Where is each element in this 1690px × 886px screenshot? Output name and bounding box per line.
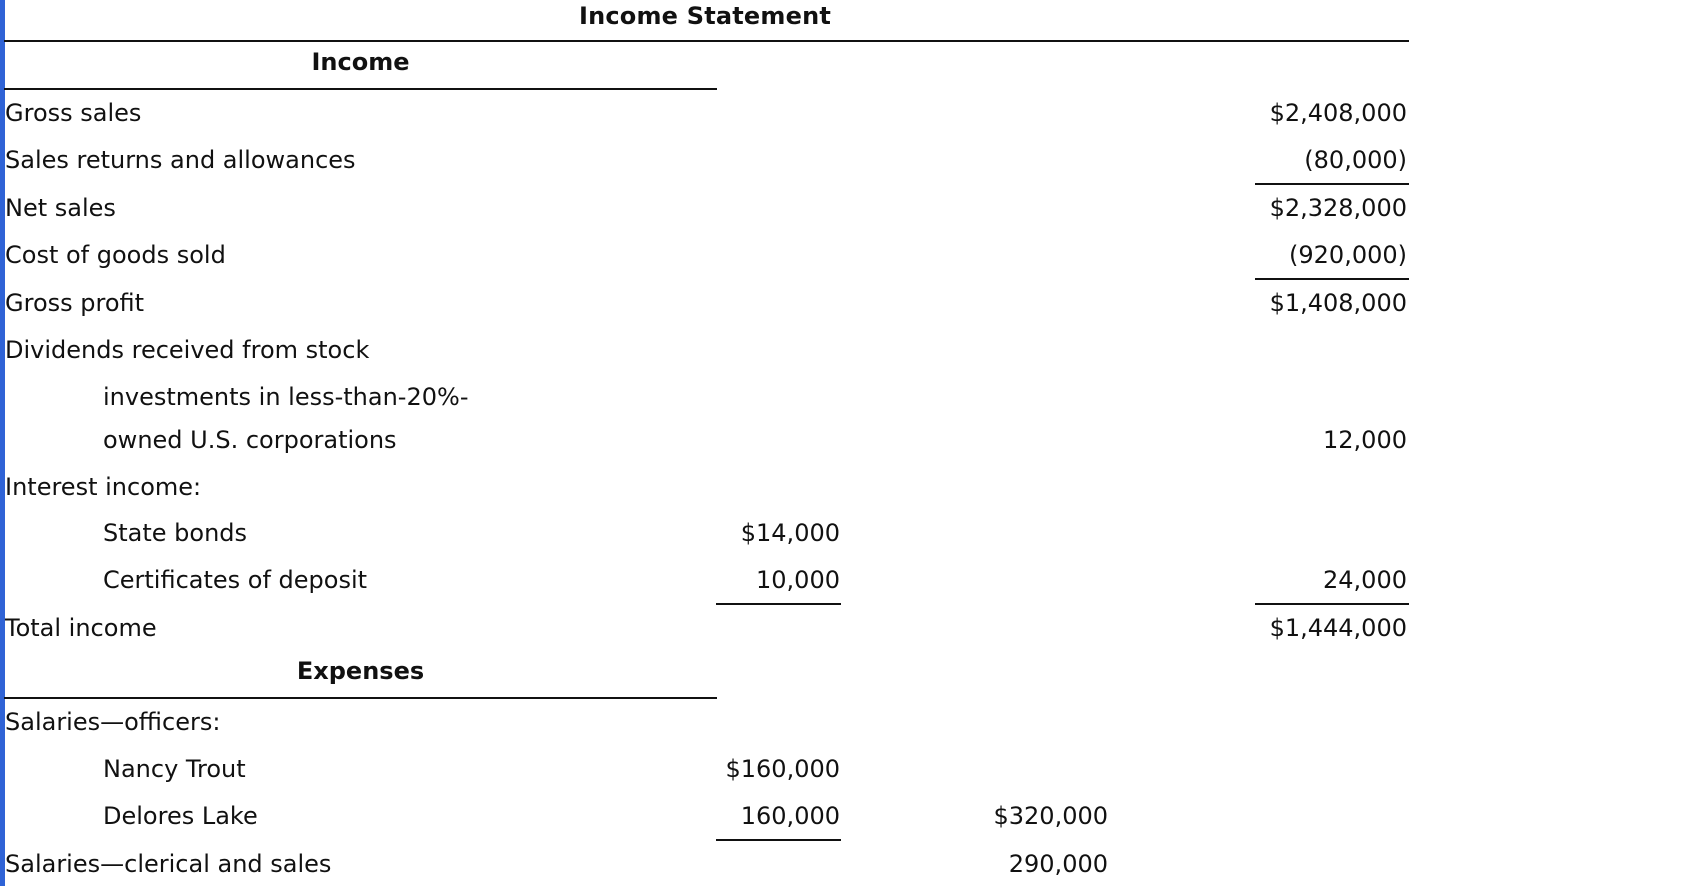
delores-lake-label: Delores Lake [103, 802, 258, 830]
dividends-label-line1: Dividends received from stock [5, 336, 370, 364]
gross-profit-amount: $1,408,000 [1269, 289, 1407, 317]
gross-sales-label: Gross sales [5, 99, 142, 127]
cogs-amount: (920,000) [1289, 241, 1407, 269]
delores-lake-amount: 160,000 [740, 802, 840, 830]
returns-amount: (80,000) [1304, 146, 1407, 174]
total-income-rule [1255, 603, 1409, 605]
interest-total-amount: 24,000 [1323, 566, 1407, 594]
salaries-clerical-amount: 290,000 [1008, 850, 1108, 878]
nancy-trout-amount: $160,000 [725, 755, 840, 783]
income-section-heading: Income [311, 48, 410, 76]
net-sales-amount: $2,328,000 [1269, 194, 1407, 222]
net-sales-rule [1255, 183, 1409, 185]
dividends-amount: 12,000 [1323, 426, 1407, 454]
statement-title: Income Statement [578, 2, 832, 30]
expenses-section-heading: Expenses [296, 657, 425, 685]
gross-sales-amount: $2,408,000 [1269, 99, 1407, 127]
state-bonds-label: State bonds [103, 519, 248, 547]
nancy-trout-label: Nancy Trout [103, 755, 246, 783]
officer-salaries-total: $320,000 [993, 802, 1108, 830]
net-sales-label: Net sales [5, 194, 116, 222]
cogs-label: Cost of goods sold [5, 241, 226, 269]
total-income-amount: $1,444,000 [1269, 614, 1407, 642]
returns-label: Sales returns and allowances [5, 146, 356, 174]
officer-salaries-rule [716, 839, 841, 841]
salaries-clerical-label: Salaries—clerical and sales [5, 850, 332, 878]
expenses-section-underline [4, 697, 717, 699]
left-accent-bar [0, 0, 5, 886]
state-bonds-amount: $14,000 [740, 519, 840, 547]
title-underline [4, 40, 1409, 42]
cds-amount: 10,000 [756, 566, 840, 594]
salaries-officers-label: Salaries—officers: [5, 708, 221, 736]
gross-profit-rule [1255, 278, 1409, 280]
total-income-label: Total income [5, 614, 157, 642]
dividends-label-line2: investments in less-than-20%- [103, 383, 469, 411]
dividends-label-line3: owned U.S. corporations [103, 426, 397, 454]
interest-income-label: Interest income: [5, 473, 202, 501]
cds-label: Certificates of deposit [103, 566, 368, 594]
gross-profit-label: Gross profit [5, 289, 145, 317]
interest-subtotal-rule [716, 603, 841, 605]
income-section-underline [4, 88, 717, 90]
